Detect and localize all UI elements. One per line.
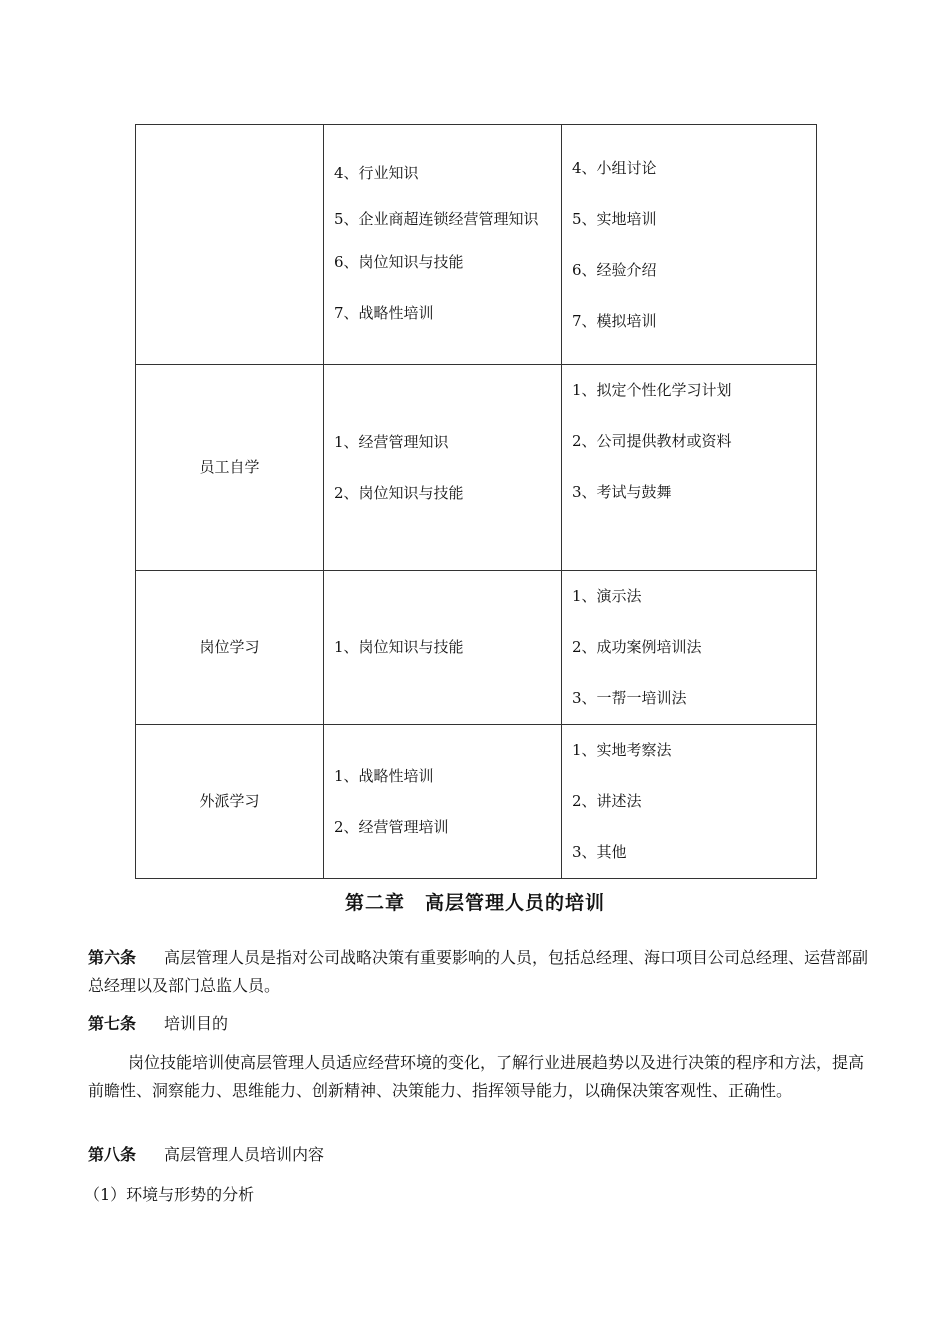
method-cell: 外派学习 bbox=[136, 725, 324, 879]
article-8-item-1: （1）环境与形势的分析 bbox=[84, 1185, 255, 1204]
training-methods-table bbox=[135, 124, 817, 879]
form-cell bbox=[562, 725, 817, 879]
list-item: 4、小组讨论 bbox=[572, 158, 657, 177]
article-text: 高层管理人员培训内容 bbox=[164, 1145, 325, 1164]
form-cell bbox=[562, 125, 817, 365]
list-item: 2、讲述法 bbox=[572, 792, 642, 810]
list-item: 2、经营管理培训 bbox=[334, 817, 449, 836]
table-row bbox=[136, 571, 817, 725]
article-7 bbox=[88, 1010, 878, 1038]
article-7-body: 岗位技能培训使高层管理人员适应经营环境的变化，了解行业进展趋势以及进行决策的程序和方法，提高前瞻性、洞察能力、思维能力、创新精神、决策能力、指挥领导能力，以确保决策客观性、正确性。 bbox=[88, 1053, 865, 1100]
list-item: 1、战略性培训 bbox=[334, 766, 434, 785]
list-item: 1、岗位知识与技能 bbox=[334, 638, 464, 656]
article-text: 高层管理人员是指对公司战略决策有重要影响的人员，包括总经理、海口项目公司总经理、运营部副总经理以及部门总监人员。 bbox=[88, 948, 869, 995]
article-8 bbox=[88, 1141, 878, 1169]
list-item: 1、演示法 bbox=[572, 587, 642, 605]
method-cell bbox=[136, 125, 324, 365]
list-item: 2、公司提供教材或资料 bbox=[572, 432, 732, 450]
content-cell bbox=[324, 725, 562, 879]
list-item: 1、经营管理知识 bbox=[334, 432, 449, 451]
method-cell: 员工自学 bbox=[136, 365, 324, 571]
article-text: 培训目的 bbox=[164, 1014, 229, 1033]
list-item: 3、一帮一培训法 bbox=[572, 689, 687, 707]
list-item: 6、岗位知识与技能 bbox=[334, 252, 464, 271]
method-cell: 岗位学习 bbox=[136, 571, 324, 725]
article-label: 第六条 bbox=[88, 948, 137, 967]
table-row bbox=[136, 725, 817, 879]
list-item: 7、模拟培训 bbox=[572, 311, 657, 330]
chapter-title: 第二章 高层管理人员的培训 bbox=[344, 892, 605, 914]
list-item: 6、经验介绍 bbox=[572, 260, 657, 279]
table-row bbox=[136, 365, 817, 571]
list-item: 1、实地考察法 bbox=[572, 741, 672, 759]
content-cell bbox=[324, 125, 562, 365]
list-item: 1、拟定个性化学习计划 bbox=[572, 381, 732, 399]
list-item: 4、行业知识 bbox=[334, 163, 419, 182]
list-item: 2、成功案例培训法 bbox=[572, 638, 702, 656]
list-item: 2、岗位知识与技能 bbox=[334, 483, 464, 502]
form-cell bbox=[562, 365, 817, 571]
article-6 bbox=[88, 944, 878, 1000]
content-cell bbox=[324, 365, 562, 571]
list-item: 5、实地培训 bbox=[572, 209, 657, 228]
article-label: 第七条 bbox=[88, 1014, 137, 1033]
table-row bbox=[136, 125, 817, 365]
list-item: 7、战略性培训 bbox=[334, 303, 434, 322]
list-item: 3、其他 bbox=[572, 843, 627, 861]
article-label: 第八条 bbox=[88, 1145, 137, 1164]
content-cell bbox=[324, 571, 562, 725]
list-item: 3、考试与鼓舞 bbox=[572, 483, 672, 501]
list-item: 5、企业商超连锁经营管理知识 bbox=[334, 209, 539, 228]
form-cell bbox=[562, 571, 817, 725]
